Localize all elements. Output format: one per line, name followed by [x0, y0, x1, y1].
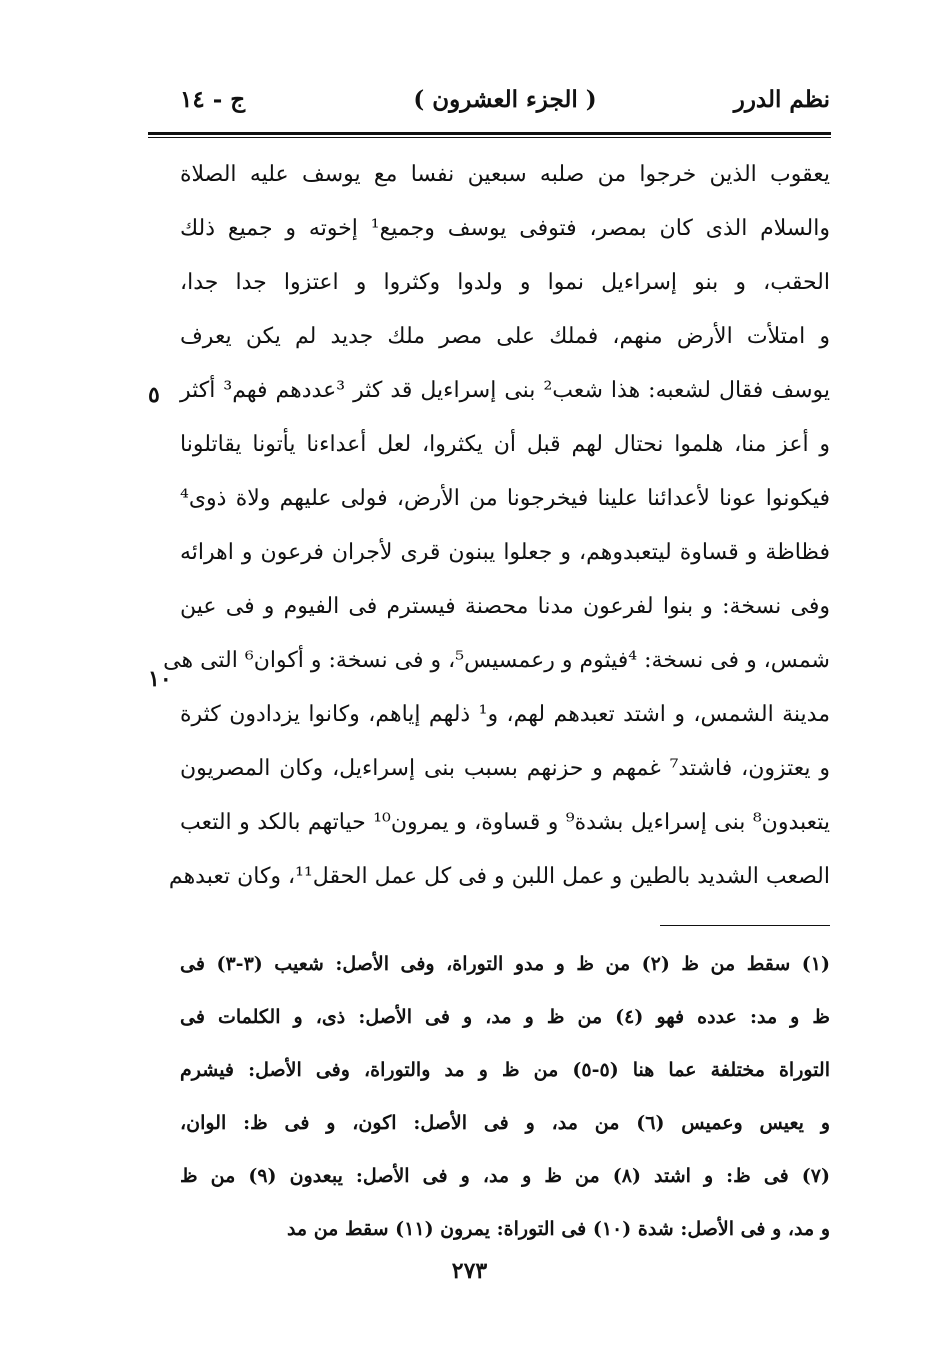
text-line: الحقب، و بنو إسراءيل نموا و ولدوا وكثروا و اعتزوا جدا جدا، — [180, 270, 830, 295]
header-rule-thin — [148, 137, 831, 138]
line-number-10: ١٠ — [148, 666, 172, 692]
footnote-line: و مد، و فى الأصل: شدة (١٠) فى التوراة: يمرون (١١) سقط من مد — [286, 1218, 830, 1240]
volume-page-ref: ج - ١٤ — [180, 86, 246, 113]
header-rule — [148, 132, 831, 135]
text-line: و امتلأت الأرض منهم، فملك على مصر ملك جديد لم يكن يعرف — [180, 324, 830, 349]
text-line: وفى نسخة: و بنوا لفرعون مدنا محصنة فيسترم فى الفيوم و فى عين — [180, 594, 830, 619]
page-number: ٢٧٣ — [451, 1258, 488, 1284]
text-line: والسلام الذى كان بمصر، فتوفى يوسف وجميع¹ إخوته و جميع ذلك — [180, 216, 830, 241]
footnote-line: (٧) فى ظ: و اشتد (٨) من ظ و مد، و فى الأصل: يبعدون (٩) من ظ — [180, 1165, 830, 1187]
footnote-separator — [660, 925, 830, 926]
text-line: يوسف فقال لشعبه: هذا شعب² بنى إسراءيل قد كثر ³عددهم فهم³ أكثر — [180, 378, 831, 403]
text-line: مدينة الشمس، و اشتد تعبدهم لهم، و¹ ذلهم إياهم، وكانوا يزدادون كثرة — [180, 702, 830, 727]
footnote-line: ظ و مد: عدده فهو (٤) من ظ و مد، و فى الأصل: ذى، و الكلمات فى — [180, 1006, 830, 1028]
text-line: الصعب الشديد بالطين و عمل اللبن و فى كل عمل الحقل¹¹، وكان تعبدهم — [168, 864, 830, 889]
text-line: يتعبدون⁸ بنى إسراءيل بشدة⁹ و قساوة، و يمرون¹⁰ حياتهم بالكد و التعب — [180, 810, 831, 835]
text-line: فظاظة و قساوة ليتعبدوهم، و جعلوا يبنون قرى لأجران فرعون و اهرائه — [180, 540, 830, 565]
part-title: ( الجزء العشرون ) — [413, 86, 597, 113]
footnote-line: التوراة مختلفة عما هنا (٥-٥) من ظ و مد والتوراة، وفى الأصل: فيشرم — [180, 1059, 830, 1081]
book-title: نظم الدرر — [733, 86, 830, 113]
text-line: و يعتزون، فاشتد⁷ غمهم و حزنهم بسبب بنى إسراءيل، وكان المصريون — [180, 756, 830, 781]
text-line: شمس، و فى نسخة: ⁴فيثوم و رعمسيس⁵، و فى نسخة: و أكوان⁶ التى هى — [163, 648, 830, 673]
text-line: و أعز منا، هلموا نحتال لهم قبل أن يكثروا، لعل أعداءنا يأتونا يقاتلونا — [180, 432, 830, 457]
footnotes — [180, 938, 830, 1256]
line-number-5: ٥ — [148, 382, 160, 408]
text-line: فيكونوا عونا لأعدائنا علينا فيخرجونا من الأرض، فولى عليهم ولاة ذوى⁴ — [180, 486, 830, 511]
footnote-line: و يعيس وعميس (٦) من مد، و فى الأصل: اكون، و فى ظ: الوان، — [180, 1112, 830, 1134]
footnote-line: (١) سقط من ظ (٢) من ظ و مدو التوراة، وفى الأصل: شعيب (٣-٣) فى — [180, 953, 831, 975]
main-text — [163, 148, 831, 904]
running-header — [180, 80, 830, 120]
text-line: يعقوب الذين خرجوا من صلبه سبعين نفسا مع يوسف عليه الصلاة — [180, 162, 830, 187]
